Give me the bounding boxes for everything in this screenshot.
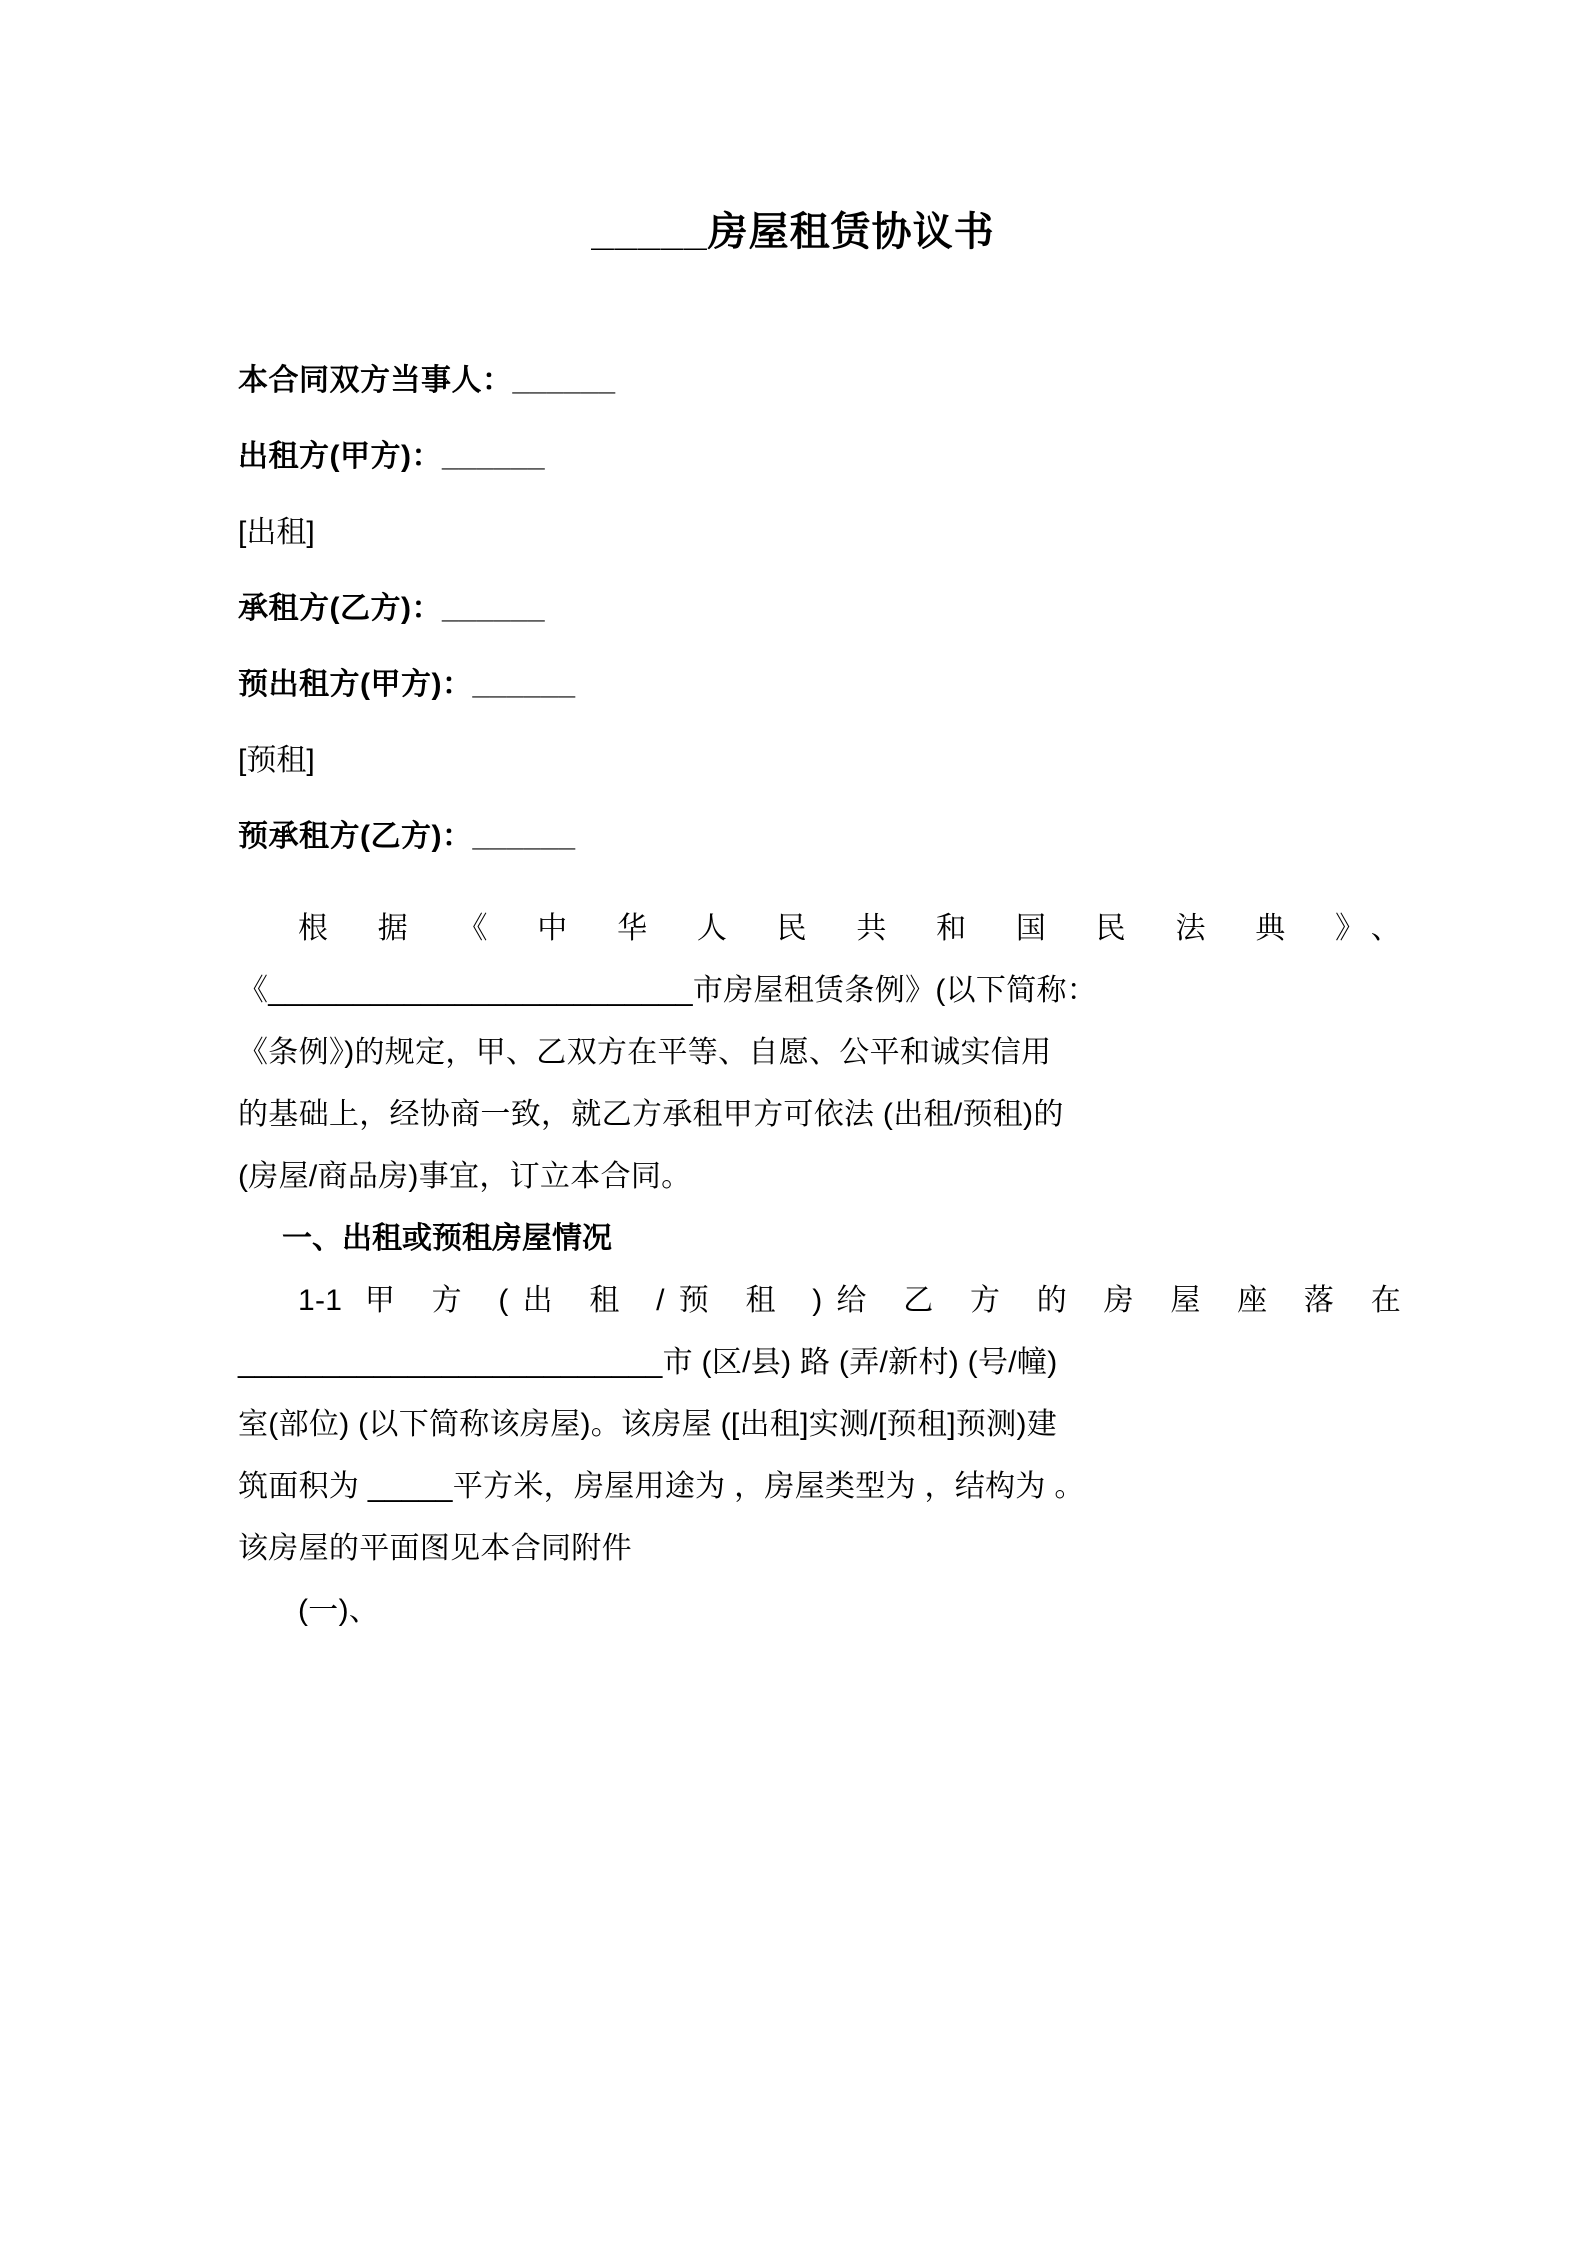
page-title: _____房屋租赁协议书 — [591, 210, 995, 254]
pre-lease-tag-line: [预租] — [238, 744, 315, 777]
pre-lessee-party-b-line: 预承租方(乙方)：______ — [238, 820, 576, 853]
clause-1-1-line-3: 室(部位) (以下简称该房屋)。该房屋 ([出租]实测/[预租]预测)建 — [238, 1408, 1058, 1441]
lessor-party-a-line: 出租方(甲方)：______ — [238, 440, 546, 473]
preamble-line-2: 《_________________________市房屋租赁条例》(以下简称： — [238, 974, 1098, 1007]
clause-1-1-line-5: 该房屋的平面图见本合同附件 — [238, 1532, 632, 1565]
preamble-line-1: 根 据 《 中 华 人 民 共 和 国 民 法 典 》、 — [298, 912, 1401, 945]
preamble-line-3: 《条例》)的规定，甲、乙双方在平等、自愿、公平和诚实信用 — [238, 1036, 1052, 1069]
clause-1-1-line-4: 筑面积为 _____平方米，房屋用途为 ，房屋类型为 ，结构为 。 — [238, 1470, 1085, 1503]
lessee-party-b-line: 承租方(乙方)：______ — [238, 592, 546, 625]
preamble-line-4: 的基础上，经协商一致，就乙方承租甲方可依法 (出租/预租)的 — [238, 1098, 1064, 1131]
clause-1-1-line-1: 1-1 甲 方 (出 租 /预 租 )给 乙 方 的 房 屋 座 落 在 — [298, 1284, 1401, 1317]
section-one-heading: 一、出租或预租房屋情况 — [282, 1222, 612, 1255]
appendix-label: (一)、 — [298, 1594, 380, 1627]
contract-parties-line: 本合同双方当事人：______ — [238, 364, 616, 397]
document-body — [0, 366, 1586, 1642]
pre-lessor-party-a-line: 预出租方(甲方)：______ — [238, 668, 576, 701]
preamble-line-5: (房屋/商品房)事宜，订立本合同。 — [238, 1160, 692, 1193]
lease-tag-line: [出租] — [238, 516, 315, 549]
clause-1-1-line-2: _________________________市 (区/县) 路 (弄/新村) (号/幢) — [238, 1346, 1058, 1379]
